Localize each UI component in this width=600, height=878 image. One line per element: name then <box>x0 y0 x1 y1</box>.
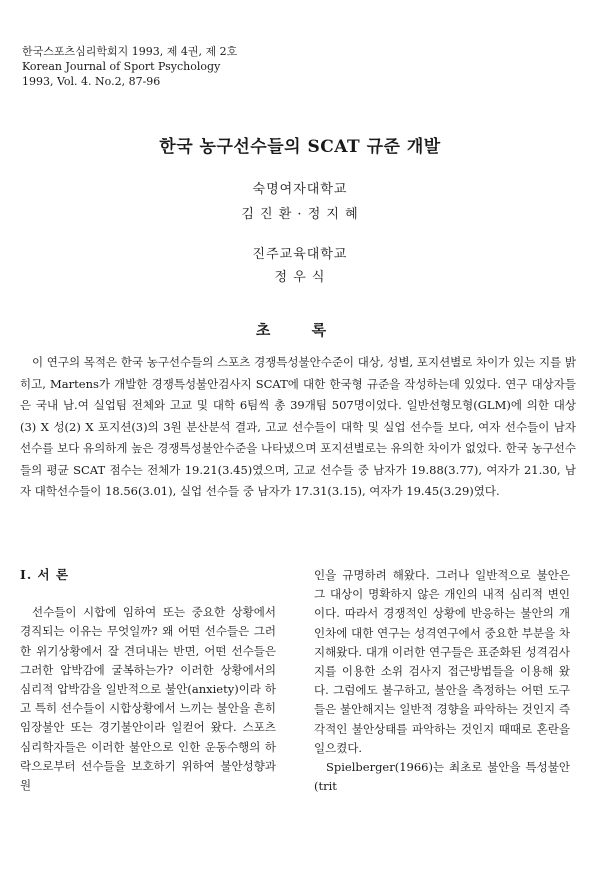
journal-header-volume: 1993, Vol. 4. No.2, 87-96 <box>22 75 161 88</box>
abstract-heading: 초 록 <box>255 321 345 339</box>
journal-header-korean: 한국스포츠심리학회지 1993, 제 4권, 제 2호 <box>22 45 238 58</box>
abstract-text: 이 연구의 목적은 한국 농구선수들의 스포츠 경쟁특성불안수준이 대상, 성별, 포지션별로 차이가 있는 지를 밝히고, Martens가 개발한 경쟁특성불안검사지 SCAT에 대한 한국형 규준을 작성하는데 있었다. 연구 대상자들은 국내 남.여 실업팀 전체와 고교 및 대학 6팀씩 총 39개팀 507명이었다. 일반선형모형(GLM)에 의한 대상(3) X 성(2) X 포지션(3)의 3원 분산분석 결과, 고교 선수들이 대학 및 실업 선수들 보다, 여자 선수들이 남자 선수를 보다 유의하게 높은 경쟁특성불안수준을 나타냈으며 포지션별로는 유의한 차이가 없었다. 한국 농구선수들의 평균 SCAT 점수는 전체가 19.21(3.45)였으며, 고교 선수들 중 남자가 19.88(3.77), 여자가 21.30, 남자 대학선수들이 18.56(3.01), 실업 선수들 중 남자가 17.31(3.15), 여자가 19.45(3.29)였다. <box>20 355 576 498</box>
author-affiliation-2: 진주교육대학교 <box>252 247 348 262</box>
section-heading-introduction: Ⅰ. 서 론 <box>20 567 70 582</box>
right-paragraph-1: 인을 규명하려 해왔다. 그러나 일반적으로 불안은 그 대상이 명확하지 않은 개인의 내적 심리적 변인이다. 따라서 경쟁적인 상황에 반응하는 불안의 개인차에 대한 연구는 성격연구에서 중요한 부분을 차지해왔다. 대개 이러한 연구들은 표준화된 성격검사지를 이용한 소위 검사지 접근방법들을 이용해 왔다. 그럼에도 불구하고, 불안을 측정하는 어떤 도구들은 불안해지는 일반적 경향을 파악하는 것인지 즉각적인 불안상태를 파악하는 것인지 때때로 혼란을 일으켰다. <box>314 568 570 755</box>
paper-title: 한국 농구선수들의 SCAT 규준 개발 <box>159 137 441 157</box>
author-names-1: 김 진 환 · 정 지 혜 <box>241 207 359 222</box>
author-names-2: 정 우 식 <box>274 270 326 285</box>
journal-header-english: Korean Journal of Sport Psychology <box>22 60 221 73</box>
intro-paragraph: 선수들이 시합에 임하여 또는 중요한 상황에서 경직되는 이유는 무엇일까? 왜 어떤 선수들은 그러한 위기상황에서 잘 견뎌내는 반면, 어떤 선수들은 그러한 압박감에 굴복하는가? 이러한 상황에서의 심리적 압박감을 일반적으로 불안(anxiety)이라 하고 특히 선수들이 시합상황에서 느끼는 불안을 흔히 임장불안 또는 경기불안이라 일컫어 왔다. 스포츠 심리학자들은 이러한 불안으로 인한 운동수행의 하락으로부터 선수들을 보호하기 위하여 불안성향과 원 <box>20 605 276 793</box>
author-affiliation-1: 숙명여자대학교 <box>252 182 348 197</box>
right-paragraph-2: Spielberger(1966)는 최초로 불안을 특성불안(trit <box>314 760 570 794</box>
right-column <box>314 566 570 796</box>
abstract <box>20 352 576 503</box>
journal-header <box>22 44 237 89</box>
left-column <box>20 565 276 795</box>
